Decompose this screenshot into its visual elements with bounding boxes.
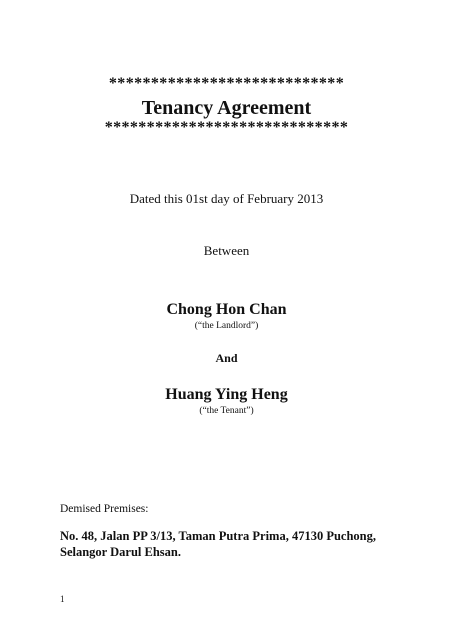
tenant-role: (“the Tenant”) <box>199 406 254 416</box>
stars-divider-bottom: ***************************** <box>104 119 349 136</box>
premises-address-line-1: No. 48, Jalan PP 3/13, Taman Putra Prima, 47130 Puchong, <box>60 529 376 543</box>
demised-premises-label: Demised Premises: <box>60 503 149 515</box>
stars-divider-top: **************************** <box>108 75 345 92</box>
tenant-name: Huang Ying Heng <box>165 386 288 403</box>
premises-address-line-2: Selangor Darul Ehsan. <box>60 545 181 559</box>
and-label: And <box>215 351 238 365</box>
document-title: Tenancy Agreement <box>141 97 312 119</box>
page-number: 1 <box>60 594 65 604</box>
dated-line: Dated this 01st day of February 2013 <box>129 191 324 206</box>
landlord-role: (“the Landlord”) <box>194 321 259 331</box>
between-label: Between <box>203 243 250 258</box>
landlord-name: Chong Hon Chan <box>166 301 287 318</box>
premises-address <box>60 528 420 560</box>
